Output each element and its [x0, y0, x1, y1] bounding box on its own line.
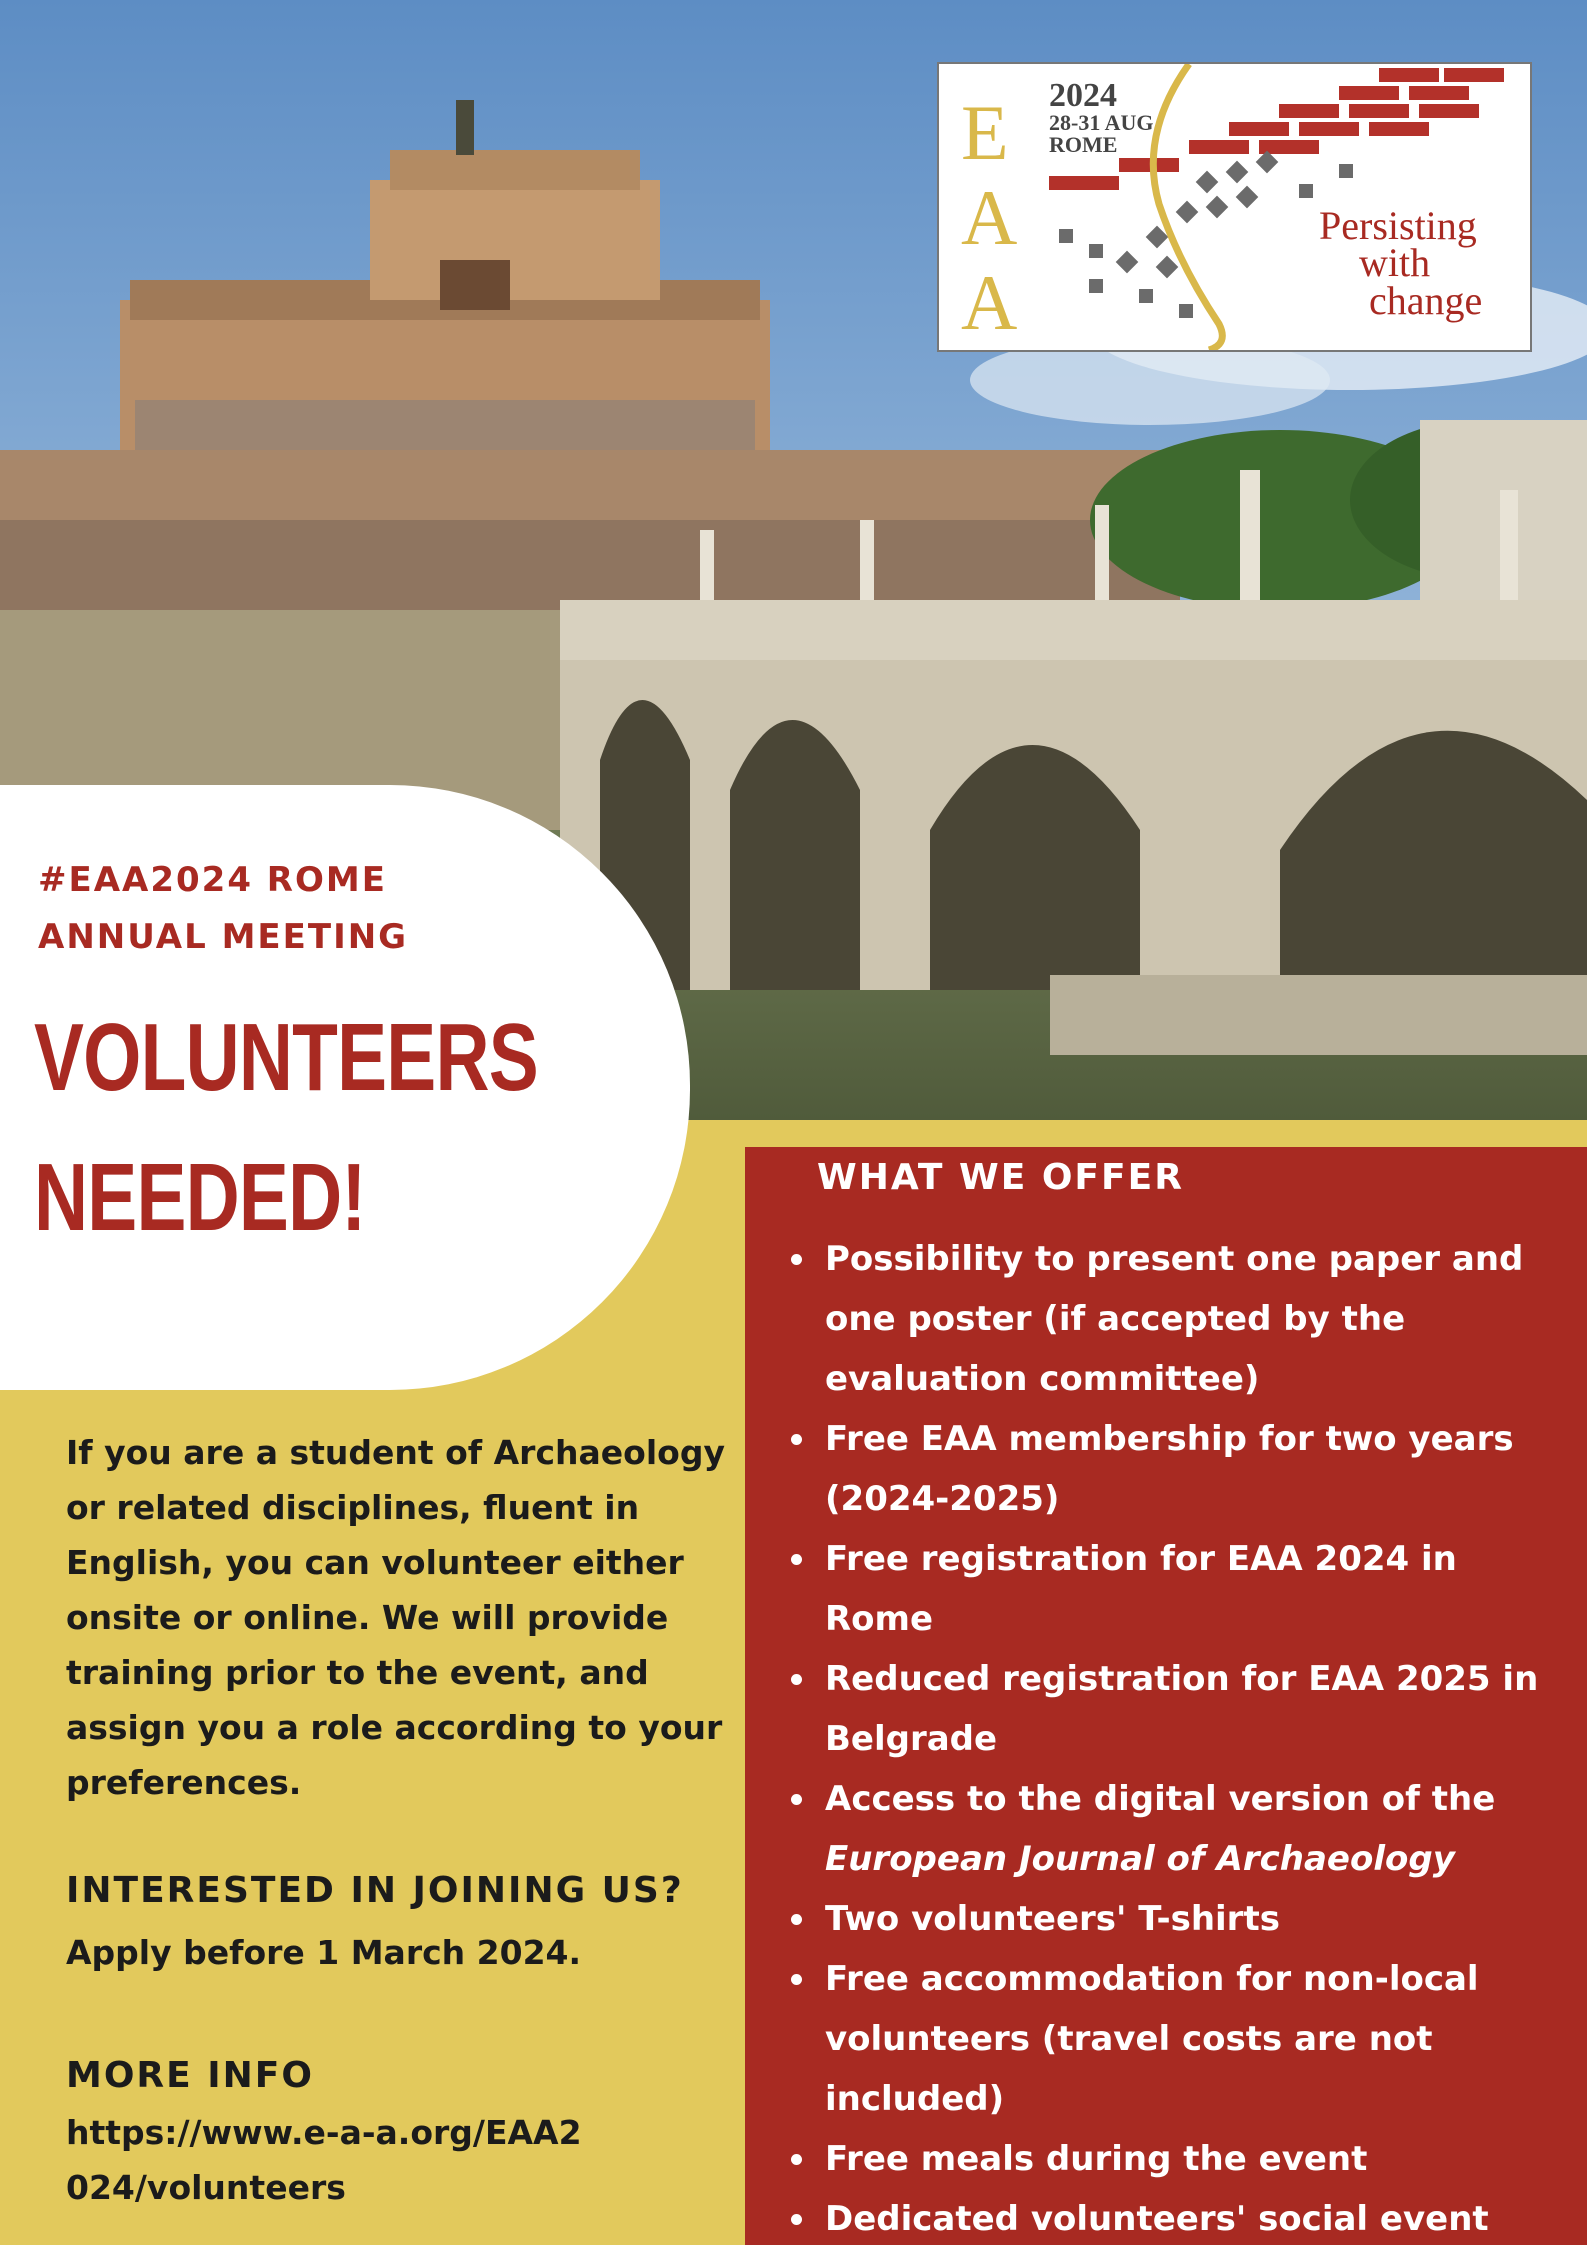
- offer-item-journal-access: [787, 1769, 1567, 1889]
- logo-year: 2024: [1049, 77, 1117, 114]
- offer-item-accommodation: Free accommodation for non-local volunteers (travel costs are not included): [787, 1949, 1567, 2129]
- logo-mosaic-tiles: [1059, 151, 1353, 318]
- offer-item-social-event: Dedicated volunteers' social event: [787, 2189, 1567, 2245]
- logo-letter-e: E: [961, 89, 1009, 176]
- logo-slogan-2: with: [1359, 240, 1431, 285]
- intro-paragraph: If you are a student of Archaeology or related disciplines, fluent in English, you can volunteer either onsite or online. We will provide training prior to the event, and assign you a role according to your preferences.: [66, 1433, 725, 1802]
- offer-title: WHAT WE OFFER: [817, 1157, 1184, 1198]
- logo-dates: 28-31 AUG: [1049, 110, 1154, 135]
- logo-slogan-3: change: [1369, 278, 1483, 323]
- logo-city: ROME: [1049, 132, 1118, 157]
- event-subtitle: ANNUAL MEETING: [38, 917, 409, 957]
- offer-item-tshirts: Two volunteers' T-shirts: [787, 1889, 1567, 1949]
- offer-item-meals: Free meals during the event: [787, 2129, 1567, 2189]
- logo-slogan-1: Persisting: [1319, 203, 1477, 248]
- offer-item-membership: Free EAA membership for two years (2024-2025): [787, 1409, 1567, 1529]
- offer-item-paper-poster: Possibility to present one paper and one poster (if accepted by the evaluation committee): [787, 1229, 1567, 1409]
- headline-volunteers: VOLUNTEERS: [34, 1004, 538, 1111]
- offer-item-journal-title: European Journal of Archaeology: [825, 1839, 1455, 1879]
- offer-list: [787, 1229, 1567, 2245]
- what-we-offer-panel: [745, 1147, 1587, 2245]
- eaa-2024-logo: [937, 62, 1532, 352]
- logo-letter-a1: A: [961, 174, 1018, 261]
- offer-item-journal-text: Access to the digital version of the: [825, 1779, 1496, 1819]
- headline-needed: NEEDED!: [34, 1144, 366, 1251]
- more-info-link[interactable]: https://www.e-a-a.org/EAA2024/volunteers: [66, 2113, 582, 2207]
- cta-deadline: Apply before 1 March 2024.: [66, 1933, 582, 1972]
- offer-item-registration-2025: Reduced registration for EAA 2025 in Belgrade: [787, 1649, 1567, 1769]
- cta-title: INTERESTED IN JOINING US?: [66, 1870, 684, 1911]
- logo-letter-a2: A: [961, 259, 1018, 346]
- more-info-title: MORE INFO: [66, 2055, 314, 2096]
- event-hashtag: #EAA2024 ROME: [38, 860, 387, 900]
- eaa-logo-graphic: [939, 64, 1530, 350]
- offer-item-registration-2024: Free registration for EAA 2024 in Rome: [787, 1529, 1567, 1649]
